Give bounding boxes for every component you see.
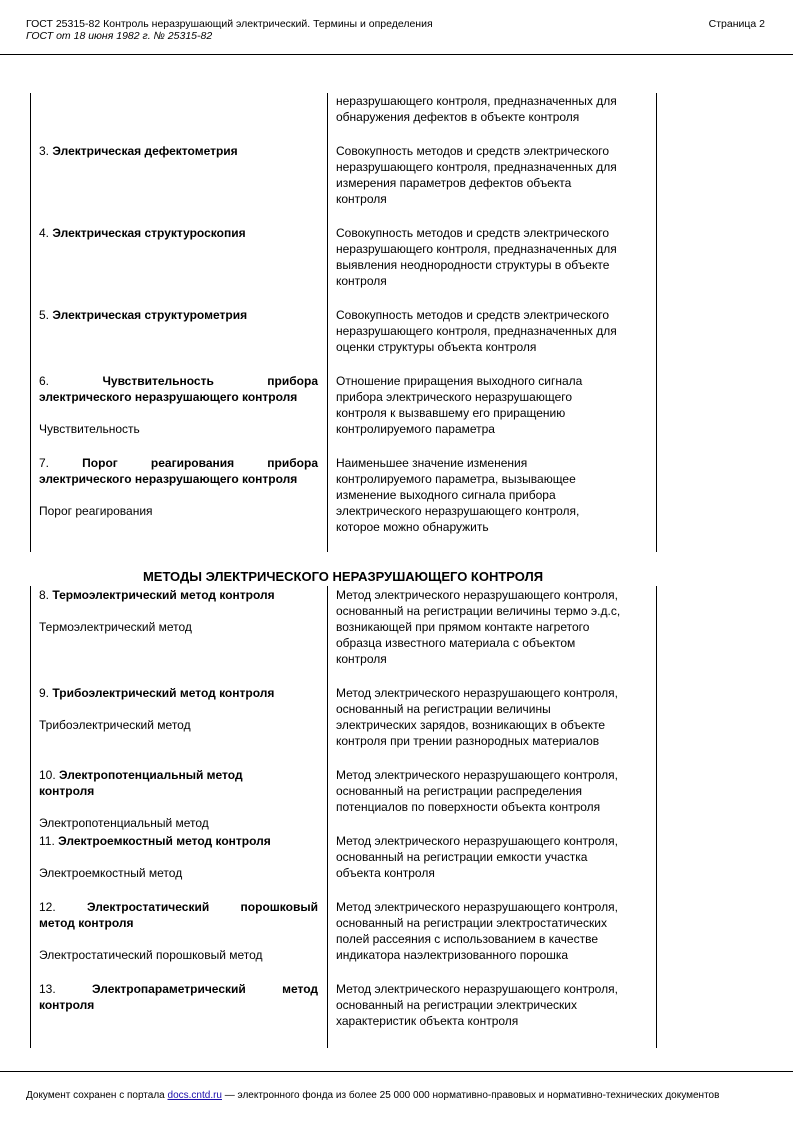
- page-number: Страница 2: [708, 18, 765, 30]
- portal-link[interactable]: docs.cntd.ru: [167, 1090, 222, 1101]
- term-synonym: Электроемкостный метод: [39, 866, 183, 880]
- term-name: 3. Электрическая дефектометрия: [39, 144, 238, 158]
- term-definition: Совокупность методов и средств электрического неразрушающего контроля, предназначенных для измерения параметров дефектов объекта контроля: [336, 144, 617, 206]
- document-title: ГОСТ 25315-82 Контроль неразрушающий электрический. Термины и определения: [26, 18, 433, 30]
- section-title: МЕТОДЫ ЭЛЕКТРИЧЕСКОГО НЕРАЗРУШАЮЩЕГО КОНТРОЛЯ: [142, 569, 544, 584]
- footer-divider: [0, 1071, 793, 1072]
- term-name: 7. Порог реагирования прибора электрического неразрушающего контроля: [39, 456, 319, 486]
- header-divider: [0, 54, 793, 55]
- table-border-left: [30, 93, 31, 552]
- term-name: 9. Трибоэлектрический метод контроля: [39, 686, 275, 700]
- table-border-middle: [327, 93, 328, 552]
- term-definition: Совокупность методов и средств электрического неразрушающего контроля, предназначенных для выявления неоднородности структуры в объекте контроля: [336, 226, 617, 288]
- term-definition: Отношение приращения выходного сигнала прибора электрического неразрушающего контроля к вызвавшему его приращению контролируемого параметра: [336, 374, 583, 436]
- term-name: 4. Электрическая структуроскопия: [39, 226, 246, 240]
- term-name: 6. Чувствительность прибора электрического неразрушающего контроля: [39, 374, 318, 404]
- term-name: 12. Электростатический порошковый метод контроля: [39, 900, 318, 930]
- term-definition: Совокупность методов и средств электрического неразрушающего контроля, предназначенных для оценки структуры объекта контроля: [336, 308, 617, 354]
- term-name: 5. Электрическая структурометрия: [39, 308, 248, 322]
- term-definition: Метод электрического неразрушающего контроля, основанный на регистрации распределения потенциалов по поверхности объекта контроля: [336, 768, 618, 814]
- term-synonym: Порог реагирования: [39, 504, 153, 518]
- term-name: 8. Термоэлектрический метод контроля: [39, 588, 275, 602]
- term-definition: Наименьшее значение изменения контролируемого параметра, вызывающее изменение выходного сигнала прибора электрического неразрушающего контроля, которое можно обнаружить: [336, 456, 580, 534]
- term-definition: Метод электрического неразрушающего контроля, основанный на регистрации емкости участка объекта контроля: [336, 834, 618, 880]
- footer-note: Документ сохранен с портала docs.cntd.ru — электронного фонда из более 25 000 000 нормативно-правовых и нормативно-технических документов: [26, 1090, 720, 1101]
- table-border-left: [30, 586, 31, 1048]
- term-synonym: Трибоэлектрический метод: [39, 718, 191, 732]
- term-definition: Метод электрического неразрушающего контроля, основанный на регистрации электростатических полей рассеяния с использованием в качестве индикатора наэлектризованного порошка: [336, 900, 618, 962]
- term-definition: Метод электрического неразрушающего контроля, основанный на регистрации величины электрических зарядов, возникающих в объекте контроля при трении разнородных материалов: [336, 686, 618, 748]
- term-name: 10. Электропотенциальный метод контроля: [39, 768, 243, 798]
- term-name: 11. Электроемкостный метод контроля: [39, 834, 271, 848]
- term-definition: Метод электрического неразрушающего контроля, основанный на регистрации электрических характеристик объекта контроля: [336, 982, 618, 1028]
- term-synonym: Электростатический порошковый метод: [39, 948, 263, 962]
- term-synonym: Термоэлектрический метод: [39, 620, 192, 634]
- document-subtitle: ГОСТ от 18 июня 1982 г. № 25315-82: [26, 30, 213, 42]
- term-name: 13. Электропараметрический метод контроля: [39, 982, 318, 1012]
- term-synonym: Электропотенциальный метод: [39, 816, 209, 830]
- table-border-middle: [327, 586, 328, 1048]
- term-definition: неразрушающего контроля, предназначенных для обнаружения дефектов в объекте контроля: [336, 94, 617, 124]
- table-border-right: [656, 586, 657, 1048]
- term-synonym: Чувствительность: [39, 422, 140, 436]
- table-border-right: [656, 93, 657, 552]
- term-definition: Метод электрического неразрушающего контроля, основанный на регистрации величины термо э.д.с, возникающей при прямом контакте нагретого образца известного материала с объектом контроля: [336, 588, 621, 666]
